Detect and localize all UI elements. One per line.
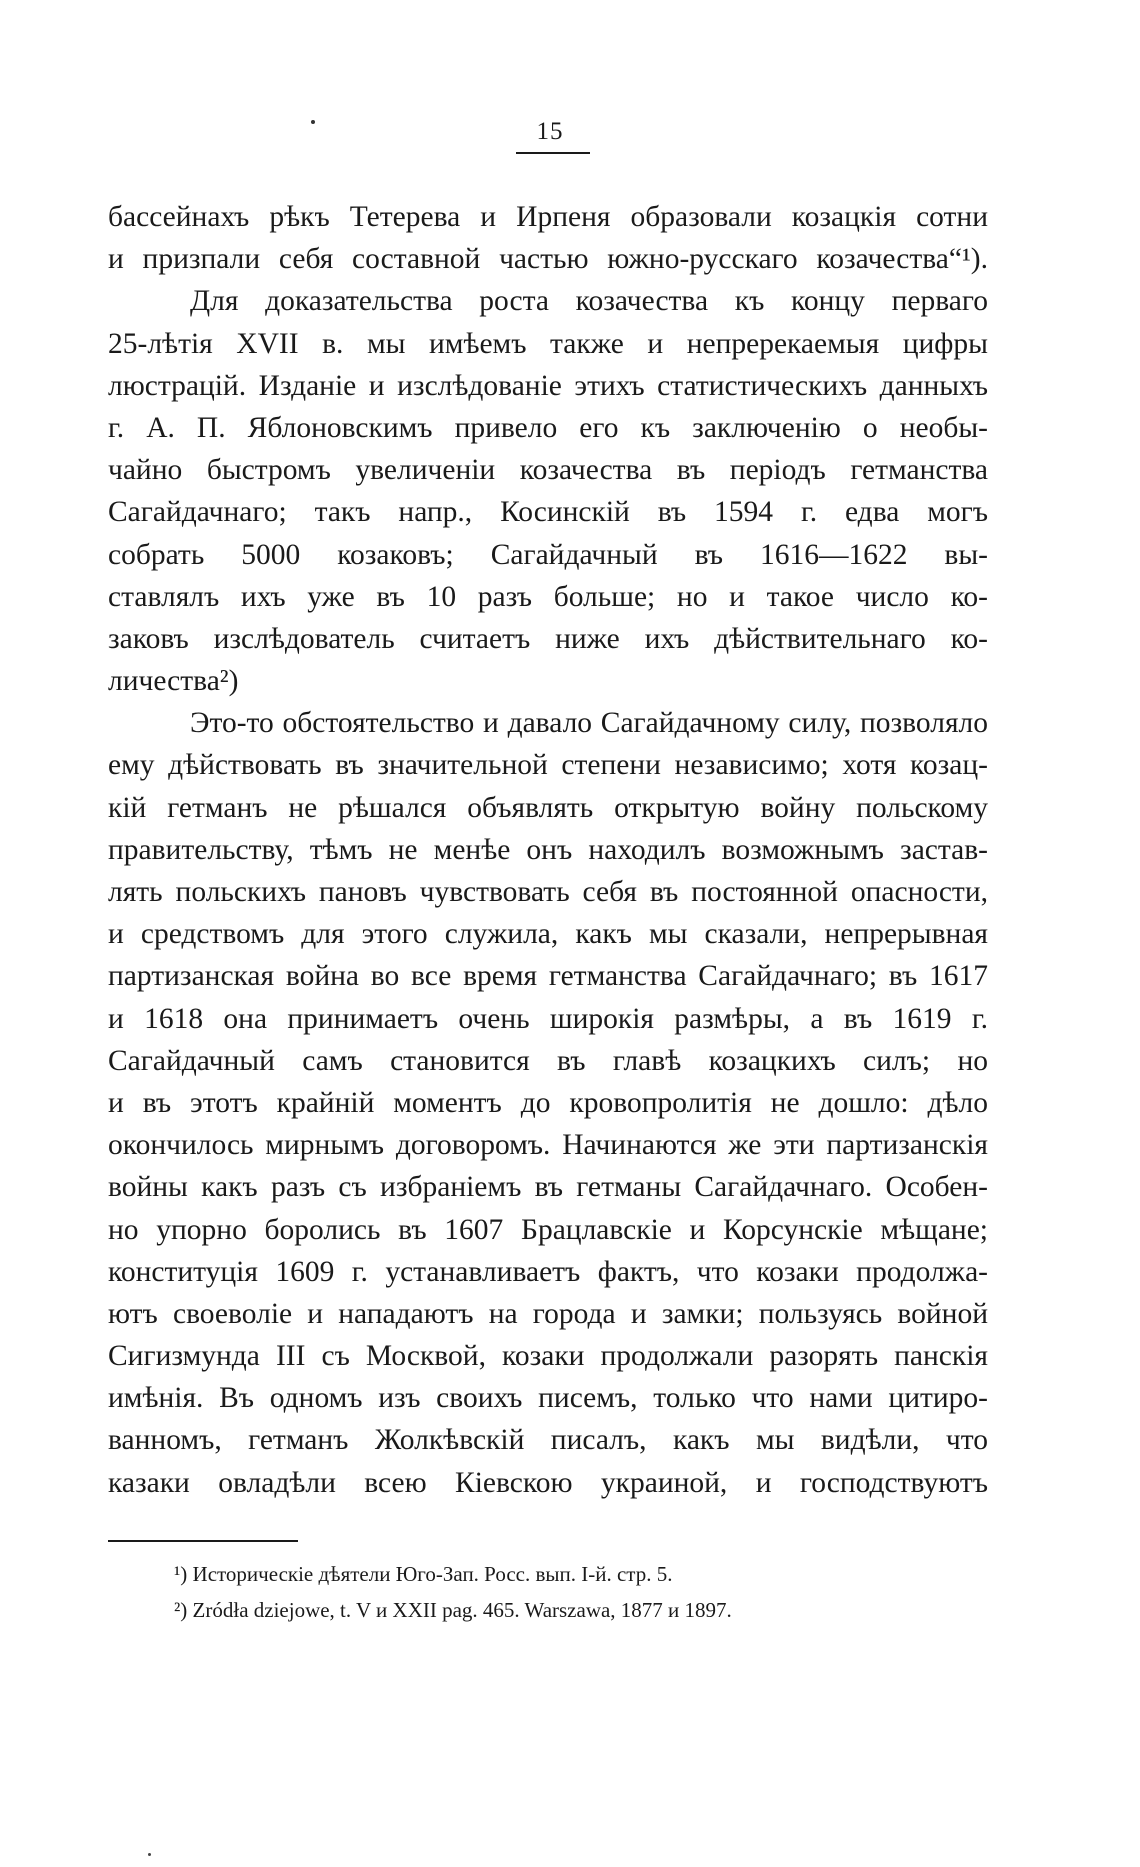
footnotes [108, 1556, 988, 1628]
footnote-separator [108, 1540, 298, 1542]
text-line: ставлялъ ихъ уже въ 10 разъ больше; но и такое число ко- [108, 580, 988, 613]
body-text [108, 196, 988, 1504]
paragraph-start-line: Это-то обстоятельство и давало Сагайдачному силу, позволяло [190, 707, 988, 740]
text-line: окончилось мирнымъ договоромъ. Начинаются же эти партизанскія [108, 1129, 988, 1162]
page-number-underline [516, 152, 590, 154]
text-line: партизанская война во все время гетманства Сагайдачнаго; въ 1617 [108, 960, 988, 993]
text-line: Сигизмунда III съ Москвой, козаки продолжали разорять панскія [108, 1340, 988, 1373]
text-line: лять польскихъ пановъ чувствовать себя въ постоянной опасности, [108, 876, 988, 908]
text-line: заковъ изслѣдователь считаетъ ниже ихъ дѣйствительнаго ко- [108, 622, 988, 655]
text-line: г. А. П. Яблоновскимъ привело его къ заключенію о необы- [108, 411, 988, 444]
print-speck [311, 120, 315, 124]
text-line: ему дѣйствовать въ значительной степени независимо; хотя козац- [108, 749, 988, 782]
text-line: ванномъ, гетманъ Жолкѣвскій писалъ, какъ мы видѣли, что [108, 1424, 988, 1457]
text-line: конституція 1609 г. устанавливаетъ фактъ, что козаки продолжа- [108, 1255, 988, 1288]
text-line: и призпали себя составной частью южно-русскаго козачества“¹). [108, 243, 988, 276]
paragraph-end-line: личества²) [108, 665, 239, 698]
print-speck [148, 1853, 151, 1856]
text-line: имѣнія. Въ одномъ изъ своихъ писемъ, только что нами цитиро- [108, 1382, 988, 1415]
text-line: собрать 5000 козаковъ; Сагайдачный въ 1616—1622 вы- [108, 538, 988, 571]
page-number: 15 [536, 118, 564, 145]
text-line: ютъ своеволіе и нападаютъ на города и замки; пользуясь войной [108, 1297, 988, 1330]
text-line: Сагайдачный самъ становится въ главѣ козацкихъ силъ; но [108, 1044, 988, 1077]
text-line: и средствомъ для этого служила, какъ мы сказали, непрерывная [108, 918, 988, 951]
paragraph-start-line: Для доказательства роста козачества къ концу перваго [190, 285, 988, 318]
text-line: люстрацій. Изданіе и изслѣдованіе этихъ статистическихъ данныхъ [108, 369, 988, 402]
text-line: и 1618 она принимаетъ очень широкія размѣры, а въ 1619 г. [108, 1002, 988, 1035]
text-line: 25-лѣтія XVII в. мы имѣемъ также и непререкаемыя цифры [108, 327, 988, 360]
text-line: но упорно боролись въ 1607 Брацлавскіе и Корсунскіе мѣщане; [108, 1213, 988, 1246]
text-line: и въ этотъ крайній моментъ до кровопролитія не дошло: дѣло [108, 1086, 988, 1119]
text-line: правительству, тѣмъ не менѣе онъ находилъ возможнымъ застав- [108, 833, 988, 866]
text-line: кій гетманъ не рѣшался объявлять открытую войну польскому [108, 791, 988, 824]
text-line: бассейнахъ рѣкъ Тетерева и Ирпеня образовали козацкія сотни [108, 201, 988, 233]
text-line: чайно быстромъ увеличеніи козачества въ періодъ гетманства [108, 454, 988, 487]
text-line: Сагайдачнаго; такъ напр., Косинскій въ 1594 г. едва могъ [108, 496, 988, 529]
footnote-1: ¹) Историческіе дѣятели Юго-Зап. Росс. вып. І-й. стр. 5. [174, 1562, 673, 1586]
text-line: войны какъ разъ съ избраніемъ въ гетманы Сагайдачнаго. Особен- [108, 1171, 988, 1204]
footnote-2: ²) Zródła dziejowe, t. V и XXII pag. 465. Warszawa, 1877 и 1897. [174, 1598, 732, 1622]
text-line: казаки овладѣли всею Кіевскою украиной, и господствуютъ [108, 1466, 988, 1499]
